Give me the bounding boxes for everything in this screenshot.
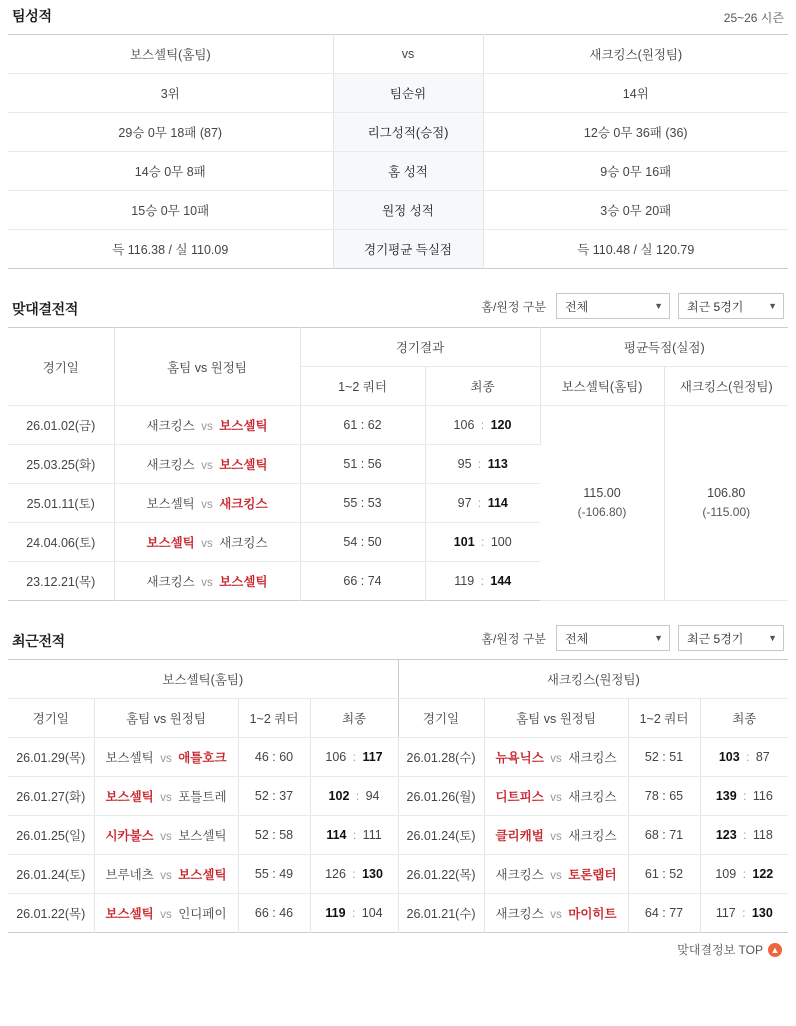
home-value: 3위 <box>8 74 333 113</box>
home-team: 보스셀틱 <box>105 790 154 804</box>
final-away: 111 <box>362 828 382 842</box>
recent-group-away: 새크킹스(원정팀) <box>398 660 788 699</box>
match-date: 23.12.21(목) <box>8 562 114 601</box>
chevron-down-icon: ▼ <box>768 633 777 643</box>
final-score <box>700 738 788 777</box>
avg-away-cell <box>664 406 788 601</box>
quarter-score: 52 : 37 <box>238 777 310 816</box>
final-score <box>425 406 540 445</box>
row-label: 팀순위 <box>333 74 483 113</box>
home-team: 시카불스 <box>105 829 154 843</box>
vs-separator: vs <box>550 831 562 843</box>
match-date: 26.01.26(월) <box>398 777 484 816</box>
match-teams <box>114 445 300 484</box>
match-teams <box>94 816 238 855</box>
match-teams <box>94 894 238 933</box>
match-teams <box>94 855 238 894</box>
table-row <box>8 191 788 230</box>
match-teams <box>484 894 628 933</box>
recent-count-select[interactable] <box>678 625 784 651</box>
home-team: 새크킹스 <box>495 907 544 921</box>
score-separator: : <box>352 752 356 764</box>
final-home: 106 <box>453 418 475 432</box>
final-score <box>310 894 398 933</box>
final-score <box>425 445 540 484</box>
home-team: 새크킹스 <box>146 419 195 433</box>
team-stats-vs-header: vs <box>333 35 483 74</box>
row-label: 홈 성적 <box>333 152 483 191</box>
team-stats-header <box>8 0 788 34</box>
recent-home-match-header: 홈팀 vs 원정팀 <box>94 699 238 738</box>
quarter-score: 55 : 53 <box>300 484 425 523</box>
away-team: 토론랩터 <box>568 868 617 882</box>
final-score <box>310 738 398 777</box>
match-date: 26.01.21(수) <box>398 894 484 933</box>
table-row <box>8 113 788 152</box>
quarter-score: 66 : 74 <box>300 562 425 601</box>
h2h-final-header: 최종 <box>425 367 540 406</box>
scope-select-value: 전체 <box>565 299 589 314</box>
chevron-down-icon: ▼ <box>768 301 777 311</box>
score-separator: : <box>743 830 747 842</box>
table-header-row <box>8 35 788 74</box>
away-value: 9승 0무 16패 <box>483 152 788 191</box>
row-label: 리그성적(승점) <box>333 113 483 152</box>
score-separator: : <box>352 908 356 920</box>
away-team: 새크킹스 <box>568 829 617 843</box>
final-score <box>700 816 788 855</box>
final-home: 97 <box>457 496 472 510</box>
table-row <box>8 816 788 855</box>
final-away: 120 <box>490 418 512 432</box>
season-label: 25~26 시즌 <box>723 11 784 25</box>
match-date: 25.03.25(화) <box>8 445 114 484</box>
table-row <box>8 406 788 445</box>
avg-home-cell <box>540 406 664 601</box>
avg-away-sub: (-115.00) <box>702 505 751 520</box>
quarter-score: 55 : 49 <box>238 855 310 894</box>
match-teams <box>484 738 628 777</box>
avg-home-value: 115.00 <box>583 486 621 501</box>
final-home: 95 <box>457 457 472 471</box>
vs-separator: vs <box>201 577 213 589</box>
match-teams <box>484 816 628 855</box>
table-row <box>8 74 788 113</box>
table-row <box>8 230 788 269</box>
recent-away-date-header: 경기일 <box>398 699 484 738</box>
vs-separator: vs <box>550 792 562 804</box>
final-away: 130 <box>751 906 773 920</box>
score-separator: : <box>352 830 357 842</box>
recent-filters <box>481 625 784 651</box>
home-value: 29승 0무 18패 (87) <box>8 113 333 152</box>
home-value: 14승 0무 8패 <box>8 152 333 191</box>
final-score <box>700 855 788 894</box>
away-team: 새크킹스 <box>219 497 268 511</box>
final-away: 130 <box>362 867 383 881</box>
team-stats-table <box>8 34 788 269</box>
match-teams <box>94 777 238 816</box>
home-value: 15승 0무 10패 <box>8 191 333 230</box>
home-team: 클리캐벌 <box>495 829 544 843</box>
recent-home-quarter-header: 1~2 쿼터 <box>238 699 310 738</box>
vs-separator: vs <box>160 792 172 804</box>
match-date: 26.01.22(목) <box>398 855 484 894</box>
vs-separator: vs <box>550 870 562 882</box>
quarter-score: 54 : 50 <box>300 523 425 562</box>
recent-table <box>8 659 788 933</box>
match-date: 26.01.24(토) <box>398 816 484 855</box>
quarter-score: 52 : 51 <box>628 738 700 777</box>
final-home: 119 <box>325 906 346 920</box>
team-stats-home-header: 보스셀틱(홈팀) <box>8 35 333 74</box>
recent-title: 최근전적 <box>12 633 65 649</box>
quarter-score: 61 : 52 <box>628 855 700 894</box>
table-row <box>8 894 788 933</box>
away-team: 보스셀틱 <box>219 575 268 589</box>
final-home: 106 <box>325 750 347 764</box>
vs-separator: vs <box>160 870 172 882</box>
vs-separator: vs <box>201 538 213 550</box>
away-team: 마이히트 <box>568 907 617 921</box>
arrow-up-icon: ▲ <box>768 943 782 957</box>
final-score <box>425 484 540 523</box>
vs-separator: vs <box>201 499 213 511</box>
final-home: 114 <box>326 828 347 842</box>
away-value: 14위 <box>483 74 788 113</box>
match-teams <box>484 855 628 894</box>
quarter-score: 66 : 46 <box>238 894 310 933</box>
h2h-avg-header: 평균득점(실점) <box>540 328 788 367</box>
table-row <box>8 855 788 894</box>
table-group-row <box>8 660 788 699</box>
score-separator: : <box>352 869 356 881</box>
final-away: 87 <box>755 750 770 764</box>
home-value: 득 116.38 / 실 110.09 <box>8 230 333 269</box>
score-separator: : <box>481 537 485 549</box>
h2h-quarter-header: 1~2 쿼터 <box>300 367 425 406</box>
match-date: 26.01.22(목) <box>8 894 94 933</box>
head-to-head-header <box>8 287 788 327</box>
final-score <box>425 523 540 562</box>
vs-separator: vs <box>160 831 172 843</box>
score-separator: : <box>480 576 484 588</box>
quarter-score: 68 : 71 <box>628 816 700 855</box>
score-separator: : <box>480 420 485 432</box>
recent-away-match-header: 홈팀 vs 원정팀 <box>484 699 628 738</box>
head-to-head-filters <box>481 293 784 319</box>
match-date: 26.01.27(화) <box>8 777 94 816</box>
score-separator: : <box>742 869 746 881</box>
h2h-match-header: 홈팀 vs 원정팀 <box>114 328 300 406</box>
final-away: 144 <box>490 574 512 588</box>
away-team: 포틀트레 <box>178 790 227 804</box>
final-score <box>310 777 398 816</box>
home-team: 브루네츠 <box>105 868 154 882</box>
h2h-result-header: 경기결과 <box>300 328 540 367</box>
row-label: 원정 성적 <box>333 191 483 230</box>
final-away: 113 <box>487 457 508 471</box>
recent-home-date-header: 경기일 <box>8 699 94 738</box>
row-label: 경기평균 득실점 <box>333 230 483 269</box>
match-teams <box>114 562 300 601</box>
final-home: 102 <box>328 789 350 803</box>
final-score <box>700 777 788 816</box>
final-score <box>310 855 398 894</box>
head-to-head-table <box>8 327 788 601</box>
count-select-value: 최근 5경기 <box>687 299 744 314</box>
score-separator: : <box>742 908 746 920</box>
final-away: 118 <box>752 828 773 842</box>
table-row <box>8 738 788 777</box>
score-separator: : <box>355 791 360 803</box>
away-team: 보스셀틱 <box>219 458 268 472</box>
table-row <box>8 152 788 191</box>
recent-count-value: 최근 5경기 <box>687 631 744 646</box>
table-header-row <box>8 328 788 367</box>
quarter-score: 51 : 56 <box>300 445 425 484</box>
home-team: 디트피스 <box>495 790 544 804</box>
final-away: 114 <box>487 496 508 510</box>
final-home: 119 <box>454 574 475 588</box>
table-subheader-row <box>8 699 788 738</box>
final-away: 104 <box>361 906 383 920</box>
match-teams <box>114 523 300 562</box>
recent-scope-value: 전체 <box>565 631 589 646</box>
recent-away-final-header: 최종 <box>700 699 788 738</box>
scope-select[interactable] <box>556 293 670 319</box>
back-to-top[interactable] <box>8 933 788 968</box>
h2h-avg-away-header: 새크킹스(원정팀) <box>664 367 788 406</box>
away-team: 인디페이 <box>178 907 227 921</box>
recent-group-home: 보스셀틱(홈팀) <box>8 660 398 699</box>
score-separator: : <box>478 498 482 510</box>
final-home: 126 <box>325 867 346 881</box>
avg-home-sub: (-106.80) <box>577 505 627 520</box>
head-to-head-title: 맞대결전적 <box>12 301 79 317</box>
vs-separator: vs <box>550 753 562 765</box>
home-team: 보스셀틱 <box>105 751 154 765</box>
away-team: 보스셀틱 <box>178 829 227 843</box>
score-separator: : <box>743 791 747 803</box>
away-team: 새크킹스 <box>568 790 617 804</box>
final-home: 101 <box>453 535 475 549</box>
home-team: 보스셀틱 <box>105 907 154 921</box>
vs-separator: vs <box>201 460 213 472</box>
home-team: 새크킹스 <box>146 575 195 589</box>
match-date: 26.01.29(목) <box>8 738 94 777</box>
avg-away-value: 106.80 <box>707 486 746 501</box>
final-home: 123 <box>715 828 737 842</box>
final-away: 122 <box>752 867 774 881</box>
vs-separator: vs <box>201 421 213 433</box>
recent-away-quarter-header: 1~2 쿼터 <box>628 699 700 738</box>
filter-label: 홈/원정 구분 <box>481 631 546 646</box>
final-home: 117 <box>715 906 736 920</box>
final-away: 117 <box>362 750 383 764</box>
match-teams <box>114 406 300 445</box>
vs-separator: vs <box>160 753 172 765</box>
away-team: 보스셀틱 <box>178 868 227 882</box>
away-value: 3승 0무 20패 <box>483 191 788 230</box>
quarter-score: 46 : 60 <box>238 738 310 777</box>
h2h-date-header: 경기일 <box>8 328 114 406</box>
vs-separator: vs <box>550 909 562 921</box>
quarter-score: 52 : 58 <box>238 816 310 855</box>
team-stats-title: 팀성적 <box>12 8 52 24</box>
score-separator: : <box>746 752 750 764</box>
match-date: 26.01.25(일) <box>8 816 94 855</box>
team-stats-away-header: 새크킹스(원정팀) <box>483 35 788 74</box>
count-select[interactable] <box>678 293 784 319</box>
home-team: 새크킹스 <box>146 458 195 472</box>
chevron-down-icon: ▼ <box>654 301 663 311</box>
final-away: 100 <box>490 535 512 549</box>
quarter-score: 64 : 77 <box>628 894 700 933</box>
home-team: 보스셀틱 <box>146 536 195 550</box>
final-score <box>425 562 540 601</box>
match-date: 25.01.11(토) <box>8 484 114 523</box>
recent-home-final-header: 최종 <box>310 699 398 738</box>
filter-label: 홈/원정 구분 <box>481 299 546 314</box>
match-date: 24.04.06(토) <box>8 523 114 562</box>
match-teams <box>94 738 238 777</box>
away-team: 새크킹스 <box>568 751 617 765</box>
table-row <box>8 777 788 816</box>
final-away: 94 <box>365 789 380 803</box>
recent-scope-select[interactable] <box>556 625 670 651</box>
match-date: 26.01.28(수) <box>398 738 484 777</box>
final-home: 103 <box>718 750 740 764</box>
quarter-score: 78 : 65 <box>628 777 700 816</box>
home-team: 새크킹스 <box>495 868 544 882</box>
final-score <box>700 894 788 933</box>
score-separator: : <box>478 459 482 471</box>
home-team: 뉴욕닉스 <box>495 751 544 765</box>
match-teams <box>484 777 628 816</box>
away-team: 보스셀틱 <box>219 419 268 433</box>
chevron-down-icon: ▼ <box>654 633 663 643</box>
final-home: 139 <box>715 789 737 803</box>
final-score <box>310 816 398 855</box>
vs-separator: vs <box>160 909 172 921</box>
away-team: 애틀호크 <box>178 751 227 765</box>
match-date: 26.01.02(금) <box>8 406 114 445</box>
match-teams <box>114 484 300 523</box>
final-away: 116 <box>752 789 773 803</box>
h2h-avg-home-header: 보스셀틱(홈팀) <box>540 367 664 406</box>
quarter-score: 61 : 62 <box>300 406 425 445</box>
recent-header <box>8 619 788 659</box>
back-to-top-label: 맞대결정보 TOP <box>677 943 763 957</box>
final-home: 109 <box>715 867 737 881</box>
match-date: 26.01.24(토) <box>8 855 94 894</box>
away-value: 득 110.48 / 실 120.79 <box>483 230 788 269</box>
away-value: 12승 0무 36패 (36) <box>483 113 788 152</box>
away-team: 새크킹스 <box>219 536 268 550</box>
home-team: 보스셀틱 <box>146 497 195 511</box>
